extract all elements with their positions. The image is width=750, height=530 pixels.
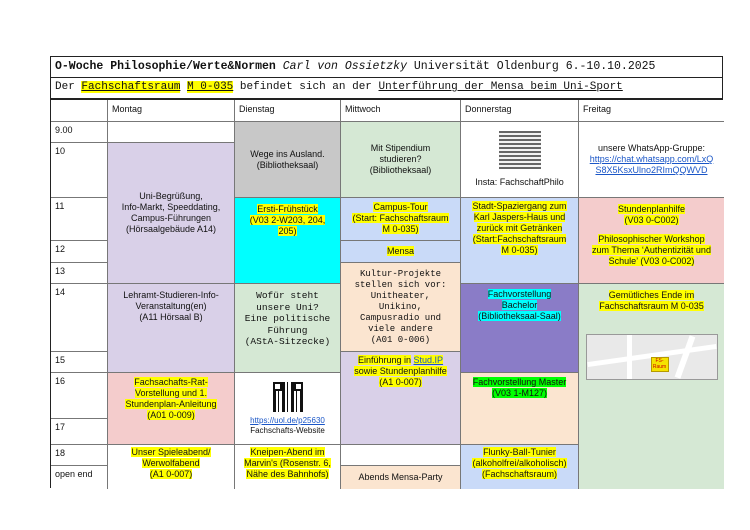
- day-header-friday: Freitag: [579, 100, 724, 122]
- time-label: 13: [51, 263, 108, 284]
- event-uni-welcome: Uni-Begrüßung, Info-Markt, Speeddating, Campus-Führungen (Hörsaalgebäude A14): [108, 143, 235, 284]
- day-header-monday: Montag: [108, 100, 235, 122]
- instagram-qr-code: [499, 131, 541, 169]
- empty-slot: [341, 445, 461, 466]
- time-label: 9.00: [51, 122, 108, 143]
- time-label: 10: [51, 143, 108, 198]
- time-label: 11: [51, 198, 108, 241]
- corner-cell: [51, 100, 108, 122]
- event-study-abroad: Wege ins Ausland. (Bibliotheksaal): [235, 122, 341, 198]
- event-city-walk: Stadt-Spaziergang zum Karl Jaspers-Haus und zurück mit Getränken (Start:Fachschaftsraum M 0-035): [461, 198, 579, 284]
- empty-slot: [108, 122, 235, 143]
- event-scholarship: Mit Stipendium studieren? (Bibliotheksaal): [341, 122, 461, 198]
- subtitle-room-info: Der Fachschaftsraum M 0-035 befindet sich an der Unterführung der Mensa beim Uni-Sport: [50, 77, 723, 99]
- whatsapp-link[interactable]: https://chat.whatsapp.com/LxQ: [589, 154, 714, 164]
- location-map: [586, 334, 718, 380]
- day-header-thursday: Donnerstag: [461, 100, 579, 122]
- event-bachelor-intro: Fachvorstellung Bachelor (Bibliotheksaal-Saal): [461, 284, 579, 373]
- studip-link[interactable]: Stud.IP: [413, 355, 444, 365]
- room-code: M 0-035: [187, 81, 234, 93]
- event-flunky-ball: Flunky-Ball-Tunier (alkoholfrei/alkoholisch) (Fachschaftsraum): [461, 445, 579, 489]
- event-game-night: Unser Spieleabend/ Werwolfabend (A1 0-007): [108, 445, 235, 489]
- time-label: 17: [51, 419, 108, 445]
- time-label: 14: [51, 284, 108, 352]
- day-header-tuesday: Dienstag: [235, 100, 341, 122]
- page-title: O-Woche Philosophie/Werte&Normen Carl von Ossietzky Universität Oldenburg 6.-10.10.2025: [50, 56, 723, 78]
- website-link[interactable]: https://uol.de/p25630: [250, 415, 325, 425]
- event-studip-intro: Einführung in Stud.IP sowie Stundenplanhilfe (A1 0-007): [341, 352, 461, 445]
- whatsapp-label: unsere WhatsApp-Gruppe:: [597, 143, 706, 153]
- event-first-year-breakfast: Ersti-Frühstück (V03 2-W203, 204, 205): [235, 198, 341, 284]
- website-qr-code: [273, 382, 303, 412]
- event-instagram: [461, 122, 579, 198]
- event-master-intro: Fachvorstellung Master (V03 1-M127): [461, 373, 579, 445]
- event-schedule-help-workshop: Stundenplanhilfe (V03 0-C002) Philosophischer Workshop zum Thema ‘Authentizität und Schule’ (V03 0-C002): [579, 198, 724, 284]
- event-campus-tour: Campus-Tour (Start: Fachschaftsraum M 0-035): [341, 198, 461, 241]
- underpass-location: Unterführung der Mensa beim Uni-Sport: [378, 81, 623, 93]
- event-whatsapp-group: [579, 122, 724, 198]
- event-website-qr: [235, 373, 341, 445]
- map-pin-icon: FS-Raum: [651, 357, 669, 372]
- time-label: 16: [51, 373, 108, 419]
- time-label: 15: [51, 352, 108, 373]
- time-label: 12: [51, 241, 108, 263]
- website-label: Fachschafts-Website: [250, 425, 325, 435]
- time-label: 18: [51, 445, 108, 466]
- event-mensa-party: Abends Mensa-Party: [341, 466, 461, 489]
- event-student-council: Fachsachafts-Rat- Vorstellung und 1. Stundenplan-Anleitung (A01 0-009): [108, 373, 235, 445]
- schedule-grid: [50, 99, 723, 488]
- room-word: Fachschaftsraum: [81, 81, 181, 93]
- event-teacher-info: Lehramt-Studieren-Info- Veranstaltung(en) (A11 Hörsaal B): [108, 284, 235, 373]
- event-political-tour: Wofür steht unsere Uni? Eine politische Führung (AStA-Sitzecke): [235, 284, 341, 373]
- event-mensa: Mensa: [341, 241, 461, 263]
- day-header-wednesday: Mittwoch: [341, 100, 461, 122]
- event-cozy-ending: Gemütliches Ende im Fachschaftsraum M 0-035 FS-Raum: [579, 284, 724, 489]
- whatsapp-link[interactable]: S8X5KsxUlno2RImQQWVD: [595, 165, 708, 175]
- event-culture-projects: Kultur-Projekte stellen sich vor: Unitheater, Unikino, Campusradio und viele andere (A01 0-006): [341, 263, 461, 352]
- event-pub-night: Kneipen-Abend im Marvin's (Rosenstr. 6, Nähe des Bahnhofs): [235, 445, 341, 489]
- instagram-handle: Insta: FachschaftPhilo: [475, 177, 564, 187]
- time-label: open end: [51, 466, 108, 489]
